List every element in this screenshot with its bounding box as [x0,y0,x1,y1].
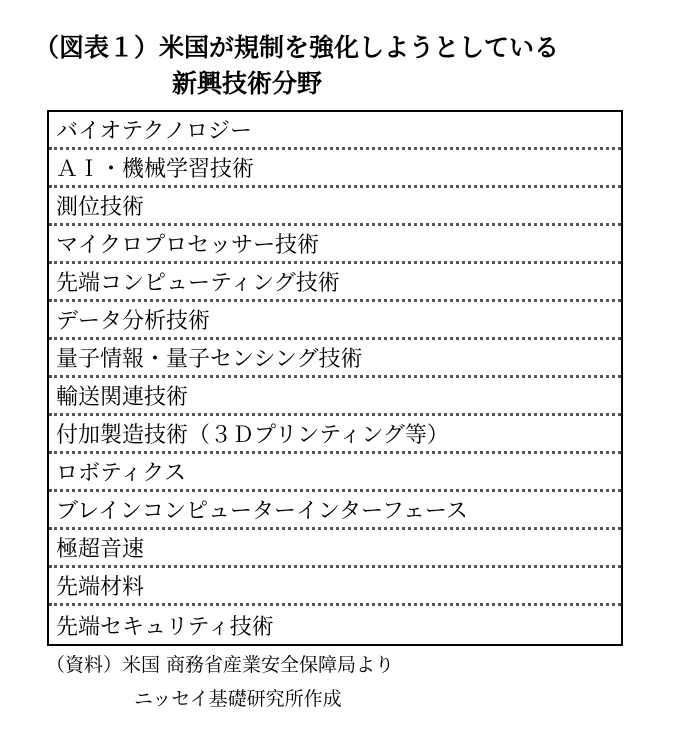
table-row: バイオテクノロジー [49,112,621,150]
table-row: 先端セキュリティ技術 [56,614,274,640]
source-note-line1: （資料）米国 商務省産業安全保障局より [46,654,395,676]
figure-title [34,30,559,102]
source-note [46,648,394,716]
figure-title-line1: （図表１）米国が規制を強化しようとしている [34,33,560,62]
table-row: 測位技術 [49,188,621,226]
table-row: データ分析技術 [49,302,621,340]
table-row: 量子情報・量子センシング技術 [49,340,621,378]
table-row: 先端コンピューティング技術 [49,264,621,302]
table-row: 付加製造技術（３Ｄプリンティング等） [49,416,621,454]
table-row: 極超音速 [49,530,621,568]
table-row: 輸送関連技術 [49,378,621,416]
figure-title-line2: 新興技術分野 [172,69,323,98]
table-row: 先端材料 [49,568,621,606]
table-row: ロボティクス [49,454,621,492]
technology-list-table [47,110,623,646]
source-note-line2: ニッセイ基礎研究所作成 [134,688,342,710]
table-row: マイクロプロセッサー技術 [49,226,621,264]
table-row: ブレインコンピューターインターフェース [49,492,621,530]
table-row: ＡＩ・機械学習技術 [49,150,621,188]
